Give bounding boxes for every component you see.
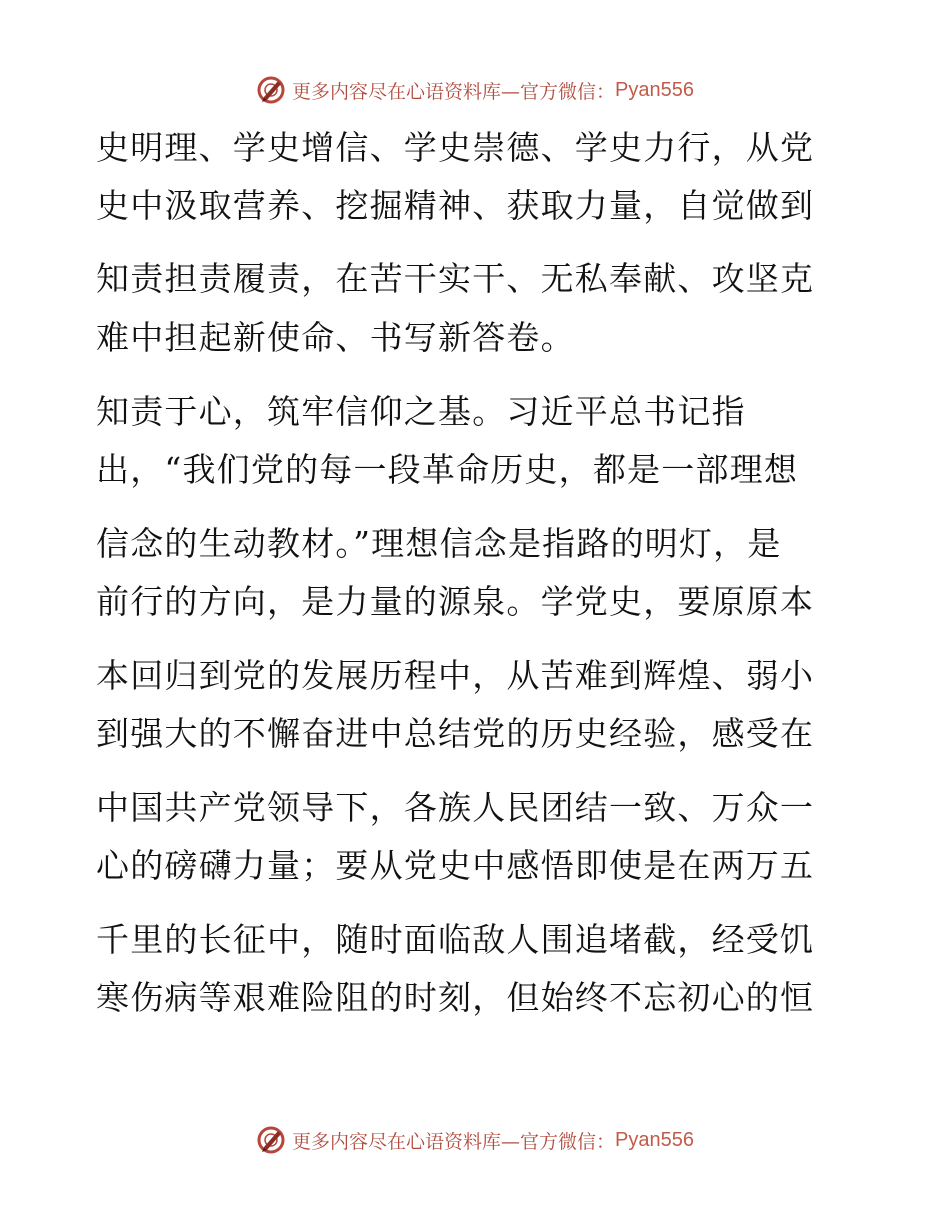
body-line: 前行的方向，是力量的源泉。学党史，要原原本 xyxy=(96,582,815,621)
body-line: 千里的长征中，随时面临敌人围追堵截，经受饥 xyxy=(96,920,815,959)
header-wechat-id: Pyan556 xyxy=(615,78,694,101)
body-line: 史明理、学史增信、学史崇德、学史力行，从党 xyxy=(96,128,815,167)
pen-logo-icon xyxy=(256,75,286,105)
body-line: 知责担责履责，在苦干实干、无私奉献、攻坚克 xyxy=(96,259,815,298)
body-line: 信念的生动教材。”理想信念是指路的明灯，是 xyxy=(96,524,782,563)
footer-wechat-id: Pyan556 xyxy=(615,1128,694,1151)
body-line: 心的磅礴力量；要从党史中感悟即使是在两万五 xyxy=(96,846,815,885)
body-line: 寒伤病等艰难险阻的时刻，但始终不忘初心的恒 xyxy=(96,978,815,1017)
header-banner xyxy=(0,70,950,110)
body-line: 中国共产党领导下，各族人民团结一致、万众一 xyxy=(96,788,815,827)
body-line: 本回归到党的发展历程中，从苦难到辉煌、弱小 xyxy=(96,656,815,695)
body-line: 史中汲取营养、挖掘精神、获取力量，自觉做到 xyxy=(96,186,815,225)
body-line: 难中担起新使命、书写新答卷。 xyxy=(96,318,575,357)
pen-logo-icon xyxy=(256,1125,286,1155)
body-line: 到强大的不懈奋进中总结党的历史经验，感受在 xyxy=(96,714,815,753)
footer-site-text: 更多内容尽在心语资料库—官方微信： xyxy=(292,1130,616,1153)
body-line: 知责于心，筑牢信仰之基。习近平总书记指 xyxy=(96,392,746,431)
header-site-text: 更多内容尽在心语资料库—官方微信： xyxy=(292,80,616,103)
body-line: 出，“我们党的每一段革命历史，都是一部理想 xyxy=(96,450,799,489)
footer-banner xyxy=(0,1120,950,1160)
